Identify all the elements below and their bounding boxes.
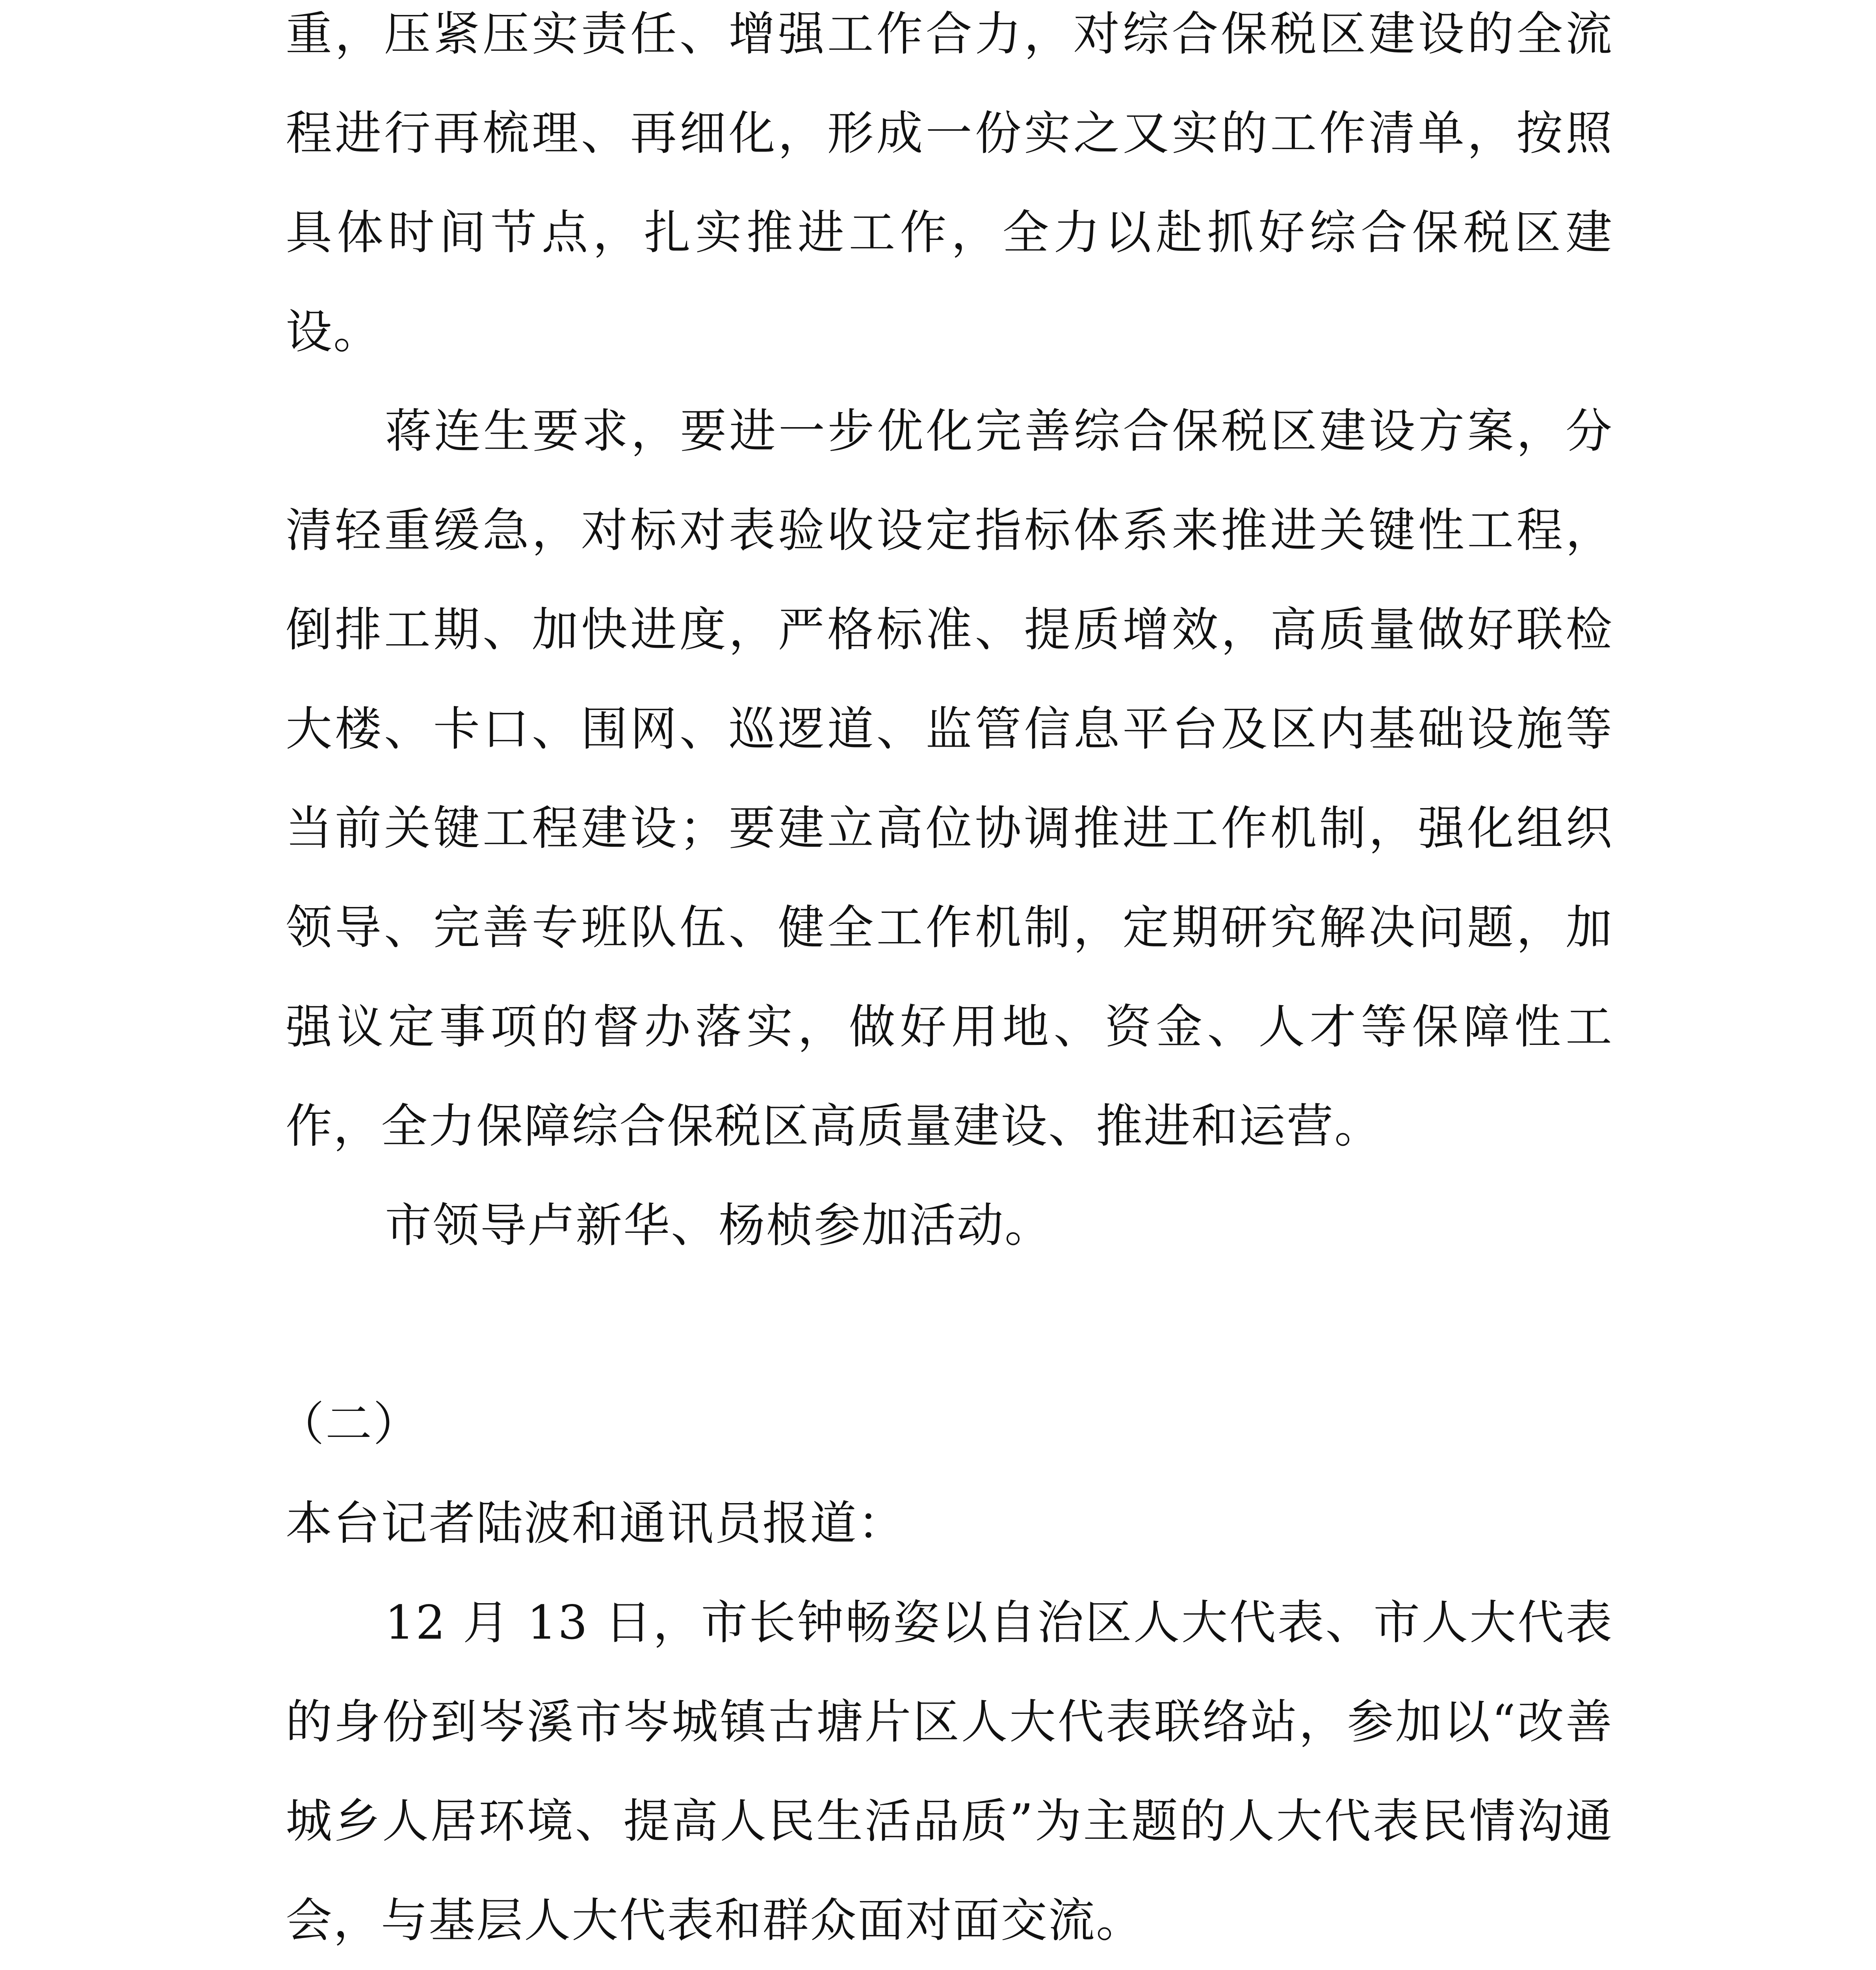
paragraph-4: 12 月 13 日，市长钟畅姿以自治区人大代表、市人大代表的身份到岑溪市岑城镇古塘片区人大代表联络站，参加以“改善城乡人居环境、提高人民生活品质”为主题的人大代表民情沟通会，与基层人大代表和群众面对面交流。 [286, 1595, 1613, 1948]
byline: 本台记者陆波和通讯员报道： [286, 1496, 906, 1550]
paragraph-1: 重，压紧压实责任、增强工作合力，对综合保税区建设的全流程进行再梳理、再细化，形成一份实之又实的工作清单，按照具体时间节点，扎实推进工作，全力以赴抓好综合保税区建设。 [286, 7, 1613, 359]
document-body [278, 0, 1613, 1970]
section-spacer [286, 1275, 1613, 1374]
section-heading: （二） [278, 1397, 421, 1451]
paragraph-3: 市领导卢新华、杨桢参加活动。 [385, 1198, 1053, 1253]
paragraph-2: 蒋连生要求，要进一步优化完善综合保税区建设方案，分清轻重缓急，对标对表验收设定指标体系来推进关键性工程，倒排工期、加快进度，严格标准、提质增效，高质量做好联检大楼、卡口、围网、巡逻道、监管信息平台及区内基础设施等当前关键工程建设；要建立高位协调推进工作机制，强化组织领导、完善专班队伍、健全工作机制，定期研究解决问题，加强议定事项的督办落实，做好用地、资金、人才等保障性工作，全力保障综合保税区高质量建设、推进和运营。 [286, 404, 1613, 1153]
